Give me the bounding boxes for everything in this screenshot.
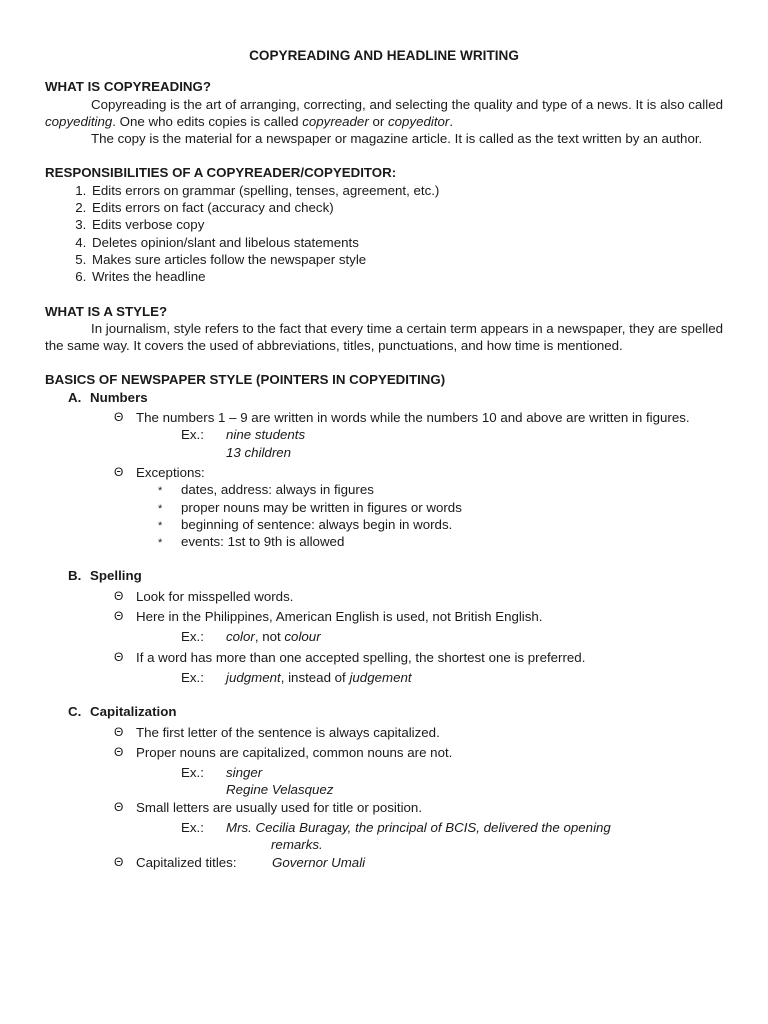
theta-bullet-icon: Θ: [114, 854, 124, 869]
exception-item: [45, 499, 723, 516]
theta-bullet-icon: Θ: [114, 410, 124, 425]
subsection-letter: B.: [68, 568, 82, 584]
list-item: 6. Writes the headline: [90, 268, 723, 285]
exception-text: proper nouns may be written in figures or words: [181, 499, 462, 515]
copy-definition-paragraph: The copy is the material for a newspaper or magazine article. It is called as the text written by an author.: [91, 131, 703, 147]
bullet-item: [45, 724, 723, 741]
subsection-letter: A.: [68, 389, 82, 405]
term-copyeditor: copyeditor: [387, 113, 450, 129]
text-run: .: [449, 113, 454, 129]
heading-what-is-copyreading: WHAT IS COPYREADING?: [45, 79, 211, 95]
example-label: Ex.:: [181, 669, 204, 685]
example-text: judgment: [226, 669, 281, 685]
theta-bullet-icon: Θ: [114, 649, 124, 664]
subsection-letter: C.: [68, 704, 82, 720]
bullet-item: [45, 464, 723, 481]
example-label: Ex.:: [181, 427, 204, 443]
term-copyediting: copyediting: [45, 113, 113, 129]
exception-item: [45, 516, 723, 533]
asterisk-bullet-icon: *: [158, 502, 163, 515]
bullet-text: Look for misspelled words.: [136, 588, 294, 604]
bullet-text: If a word has more than one accepted spelling, the shortest one is preferred.: [136, 649, 586, 665]
exception-text: dates, address: always in figures: [181, 482, 374, 498]
text-run: Copyreading is the art of arranging, correcting, and selecting the quality and type of a news. It is also called: [91, 96, 723, 112]
bullet-item: [45, 588, 723, 605]
bullet-item: [45, 608, 723, 625]
bullet-text: Here in the Philippines, American English is used, not British English.: [136, 609, 543, 625]
heading-what-is-a-style: WHAT IS A STYLE?: [45, 303, 168, 319]
example-line: 13 children: [226, 444, 292, 460]
subsection-title: Capitalization: [90, 704, 177, 720]
example-text: , not: [254, 629, 285, 645]
bullet-item: [45, 744, 723, 761]
theta-bullet-icon: Θ: [114, 609, 124, 624]
list-item: 3. Edits verbose copy: [90, 216, 723, 233]
exception-text: beginning of sentence: always begin in words.: [181, 516, 453, 532]
example-line: remarks.: [271, 837, 323, 853]
heading-basics-of-newspaper-style: BASICS OF NEWSPAPER STYLE (POINTERS IN COPYEDITING): [45, 372, 446, 388]
term-copyreader: copyreader: [302, 113, 369, 129]
bullet-text: Proper nouns are capitalized, common nouns are not.: [136, 744, 453, 760]
example-label: Ex.:: [181, 765, 204, 781]
bullet-item: [45, 854, 723, 871]
exception-text: events: 1st to 9th is allowed: [181, 534, 345, 550]
example-line: Regine Velasquez: [226, 782, 334, 798]
text-run: . One who edits copies is called: [112, 113, 303, 129]
example-line: [45, 819, 723, 836]
example-text: , instead of: [280, 669, 350, 685]
subsection-title: Numbers: [90, 389, 148, 405]
asterisk-bullet-icon: *: [158, 485, 163, 498]
bullet-text: Capitalized titles:: [136, 854, 237, 870]
heading-responsibilities: RESPONSIBILITIES OF A COPYREADER/COPYEDITOR:: [45, 165, 397, 181]
example-label: Ex.:: [181, 819, 204, 835]
asterisk-bullet-icon: *: [158, 519, 163, 532]
example-text: colour: [284, 629, 321, 645]
theta-bullet-icon: Θ: [114, 744, 124, 759]
exception-item: [45, 533, 723, 550]
example-text: Mrs. Cecilia Buragay, the principal of BCIS, delivered the opening: [226, 819, 611, 835]
subsection-title: Spelling: [90, 568, 142, 584]
bullet-text: The numbers 1 – 9 are written in words while the numbers 10 and above are written in figures.: [136, 410, 690, 426]
exception-item: [45, 481, 723, 498]
example-text: Governor Umali: [272, 854, 366, 870]
copyreading-definition-paragraph: [45, 96, 723, 131]
subsection-capitalization: [45, 703, 723, 720]
bullet-text: The first letter of the sentence is always capitalized.: [136, 724, 440, 740]
list-item: 2. Edits errors on fact (accuracy and check): [90, 199, 723, 216]
theta-bullet-icon: Θ: [114, 799, 124, 814]
example-text: color: [226, 629, 255, 645]
subsection-numbers: [45, 389, 723, 406]
bullet-item: [45, 649, 723, 666]
text-run: or: [368, 113, 388, 129]
list-item: 5. Makes sure articles follow the newspaper style: [90, 251, 723, 268]
theta-bullet-icon: Θ: [114, 724, 124, 739]
list-item: 4. Deletes opinion/slant and libelous statements: [90, 234, 723, 251]
document-page: [45, 47, 723, 871]
example-line: [45, 426, 723, 443]
asterisk-bullet-icon: *: [158, 537, 163, 550]
example-label: Ex.:: [181, 629, 204, 645]
style-definition-paragraph: In journalism, style refers to the fact that every time a certain term appears in a newspaper, they are spelled the same way. It covers the used of abbreviations, titles, punctuations, and how time is mentioned.: [45, 320, 723, 354]
list-item: 1. Edits errors on grammar (spelling, tenses, agreement, etc.): [90, 182, 723, 199]
theta-bullet-icon: Θ: [114, 464, 124, 479]
document-title: COPYREADING AND HEADLINE WRITING: [249, 48, 519, 63]
responsibilities-list: [45, 182, 723, 286]
bullet-item: [45, 409, 723, 426]
example-line: [45, 628, 723, 645]
example-text: singer: [226, 765, 263, 781]
bullet-text: Small letters are usually used for title or position.: [136, 799, 423, 815]
bullet-item: [45, 799, 723, 816]
example-line: [45, 764, 723, 781]
example-text: judgement: [349, 669, 412, 685]
theta-bullet-icon: Θ: [114, 588, 124, 603]
example-text: nine students: [226, 427, 306, 443]
example-line: [45, 669, 723, 686]
bullet-text: Exceptions:: [136, 464, 205, 480]
subsection-spelling: [45, 567, 723, 584]
